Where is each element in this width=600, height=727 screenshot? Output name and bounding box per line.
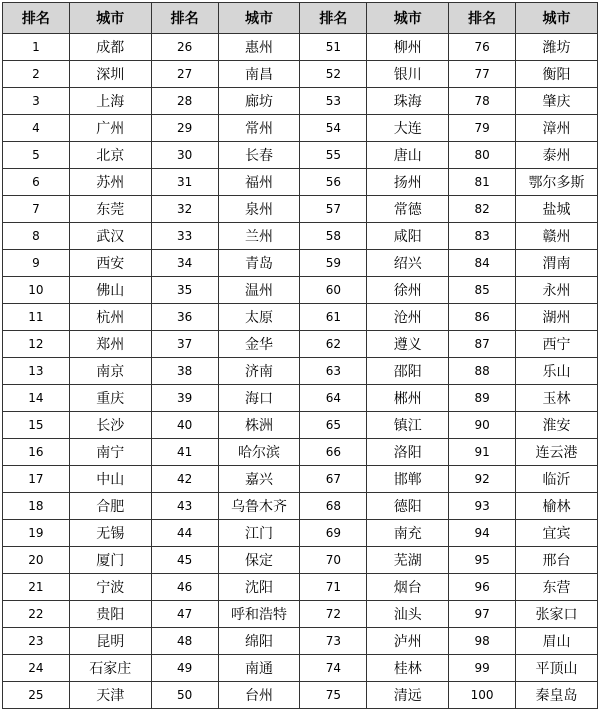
city-cell: 成都 [69,34,151,61]
rank-cell: 43 [151,493,218,520]
rank-cell: 49 [151,655,218,682]
table-row [3,169,598,196]
table-row [3,358,598,385]
city-cell: 昆明 [69,628,151,655]
rank-cell: 72 [300,601,367,628]
city-cell: 玉林 [516,385,598,412]
city-ranking-table [2,2,598,709]
rank-cell: 19 [3,520,70,547]
city-cell: 潍坊 [516,34,598,61]
rank-cell: 21 [3,574,70,601]
city-cell: 连云港 [516,439,598,466]
rank-cell: 15 [3,412,70,439]
rank-cell: 63 [300,358,367,385]
rank-cell: 41 [151,439,218,466]
city-cell: 绍兴 [367,250,449,277]
table-row [3,115,598,142]
rank-cell: 45 [151,547,218,574]
rank-cell: 59 [300,250,367,277]
city-cell: 榆林 [516,493,598,520]
rank-cell: 11 [3,304,70,331]
rank-cell: 38 [151,358,218,385]
city-column-header: 城市 [516,3,598,34]
rank-cell: 54 [300,115,367,142]
city-cell: 芜湖 [367,547,449,574]
rank-cell: 74 [300,655,367,682]
city-cell: 泸州 [367,628,449,655]
city-cell: 鄂尔多斯 [516,169,598,196]
city-cell: 哈尔滨 [218,439,300,466]
rank-cell: 31 [151,169,218,196]
rank-cell: 23 [3,628,70,655]
rank-cell: 39 [151,385,218,412]
rank-cell: 4 [3,115,70,142]
city-cell: 宁波 [69,574,151,601]
table-row [3,88,598,115]
rank-cell: 98 [449,628,516,655]
city-cell: 合肥 [69,493,151,520]
city-cell: 南昌 [218,61,300,88]
table-row [3,520,598,547]
city-cell: 天津 [69,682,151,709]
city-cell: 重庆 [69,385,151,412]
city-cell: 宜宾 [516,520,598,547]
rank-column-header: 排名 [300,3,367,34]
city-cell: 咸阳 [367,223,449,250]
rank-cell: 79 [449,115,516,142]
rank-cell: 68 [300,493,367,520]
rank-cell: 6 [3,169,70,196]
rank-cell: 71 [300,574,367,601]
rank-cell: 7 [3,196,70,223]
table-row [3,34,598,61]
table-row [3,412,598,439]
city-cell: 台州 [218,682,300,709]
rank-cell: 78 [449,88,516,115]
rank-cell: 86 [449,304,516,331]
rank-cell: 69 [300,520,367,547]
rank-cell: 46 [151,574,218,601]
city-cell: 邯郸 [367,466,449,493]
rank-cell: 93 [449,493,516,520]
rank-cell: 48 [151,628,218,655]
city-cell: 株洲 [218,412,300,439]
city-cell: 镇江 [367,412,449,439]
table-row [3,250,598,277]
city-cell: 江门 [218,520,300,547]
table-row [3,628,598,655]
city-cell: 洛阳 [367,439,449,466]
rank-column-header: 排名 [151,3,218,34]
city-cell: 中山 [69,466,151,493]
city-cell: 衡阳 [516,61,598,88]
rank-cell: 61 [300,304,367,331]
rank-cell: 53 [300,88,367,115]
city-cell: 南充 [367,520,449,547]
rank-cell: 83 [449,223,516,250]
rank-cell: 96 [449,574,516,601]
rank-cell: 65 [300,412,367,439]
rank-cell: 10 [3,277,70,304]
rank-cell: 30 [151,142,218,169]
rank-cell: 50 [151,682,218,709]
city-cell: 呼和浩特 [218,601,300,628]
rank-cell: 51 [300,34,367,61]
city-cell: 保定 [218,547,300,574]
city-cell: 东莞 [69,196,151,223]
rank-cell: 25 [3,682,70,709]
city-cell: 永州 [516,277,598,304]
rank-cell: 34 [151,250,218,277]
rank-cell: 8 [3,223,70,250]
table-row [3,439,598,466]
rank-cell: 94 [449,520,516,547]
city-cell: 眉山 [516,628,598,655]
rank-cell: 91 [449,439,516,466]
city-cell: 乌鲁木齐 [218,493,300,520]
rank-cell: 77 [449,61,516,88]
city-cell: 邢台 [516,547,598,574]
city-cell: 佛山 [69,277,151,304]
table-row [3,547,598,574]
city-cell: 廊坊 [218,88,300,115]
rank-cell: 14 [3,385,70,412]
rank-cell: 84 [449,250,516,277]
rank-cell: 70 [300,547,367,574]
city-cell: 烟台 [367,574,449,601]
city-cell: 杭州 [69,304,151,331]
city-cell: 秦皇岛 [516,682,598,709]
city-cell: 济南 [218,358,300,385]
city-cell: 泰州 [516,142,598,169]
rank-cell: 42 [151,466,218,493]
rank-cell: 40 [151,412,218,439]
rank-cell: 20 [3,547,70,574]
city-cell: 淮安 [516,412,598,439]
city-cell: 珠海 [367,88,449,115]
rank-cell: 16 [3,439,70,466]
rank-cell: 33 [151,223,218,250]
rank-cell: 52 [300,61,367,88]
rank-cell: 56 [300,169,367,196]
city-cell: 张家口 [516,601,598,628]
city-cell: 郴州 [367,385,449,412]
city-cell: 清远 [367,682,449,709]
table-row [3,277,598,304]
rank-cell: 17 [3,466,70,493]
rank-cell: 3 [3,88,70,115]
table-row [3,61,598,88]
city-cell: 漳州 [516,115,598,142]
table-body [3,34,598,709]
table-row [3,493,598,520]
city-cell: 广州 [69,115,151,142]
rank-cell: 32 [151,196,218,223]
city-cell: 厦门 [69,547,151,574]
city-cell: 南京 [69,358,151,385]
city-cell: 西宁 [516,331,598,358]
city-cell: 泉州 [218,196,300,223]
city-cell: 常德 [367,196,449,223]
city-cell: 赣州 [516,223,598,250]
city-column-header: 城市 [367,3,449,34]
rank-cell: 5 [3,142,70,169]
city-cell: 柳州 [367,34,449,61]
rank-cell: 9 [3,250,70,277]
rank-column-header: 排名 [3,3,70,34]
rank-cell: 62 [300,331,367,358]
city-cell: 北京 [69,142,151,169]
city-cell: 金华 [218,331,300,358]
city-cell: 邵阳 [367,358,449,385]
city-cell: 惠州 [218,34,300,61]
city-cell: 海口 [218,385,300,412]
rank-cell: 28 [151,88,218,115]
city-cell: 温州 [218,277,300,304]
city-cell: 郑州 [69,331,151,358]
rank-cell: 67 [300,466,367,493]
city-cell: 兰州 [218,223,300,250]
table-row [3,682,598,709]
city-cell: 南通 [218,655,300,682]
rank-cell: 95 [449,547,516,574]
rank-cell: 1 [3,34,70,61]
city-cell: 临沂 [516,466,598,493]
table-row [3,466,598,493]
rank-cell: 97 [449,601,516,628]
table-row [3,196,598,223]
rank-cell: 57 [300,196,367,223]
table-row [3,574,598,601]
city-cell: 贵阳 [69,601,151,628]
city-cell: 唐山 [367,142,449,169]
city-cell: 银川 [367,61,449,88]
city-cell: 福州 [218,169,300,196]
rank-cell: 27 [151,61,218,88]
rank-cell: 88 [449,358,516,385]
rank-cell: 92 [449,466,516,493]
city-cell: 绵阳 [218,628,300,655]
rank-cell: 18 [3,493,70,520]
city-column-header: 城市 [69,3,151,34]
rank-cell: 26 [151,34,218,61]
table-row [3,223,598,250]
city-cell: 石家庄 [69,655,151,682]
city-cell: 长春 [218,142,300,169]
city-cell: 遵义 [367,331,449,358]
rank-cell: 47 [151,601,218,628]
city-cell: 汕头 [367,601,449,628]
rank-cell: 66 [300,439,367,466]
rank-cell: 35 [151,277,218,304]
city-cell: 乐山 [516,358,598,385]
rank-cell: 81 [449,169,516,196]
rank-cell: 90 [449,412,516,439]
rank-cell: 12 [3,331,70,358]
rank-cell: 29 [151,115,218,142]
table-row [3,304,598,331]
city-cell: 常州 [218,115,300,142]
city-cell: 无锡 [69,520,151,547]
rank-cell: 64 [300,385,367,412]
rank-column-header: 排名 [449,3,516,34]
rank-cell: 80 [449,142,516,169]
table-row [3,655,598,682]
city-cell: 西安 [69,250,151,277]
rank-cell: 60 [300,277,367,304]
city-cell: 德阳 [367,493,449,520]
rank-cell: 2 [3,61,70,88]
city-cell: 扬州 [367,169,449,196]
rank-cell: 22 [3,601,70,628]
city-cell: 武汉 [69,223,151,250]
rank-cell: 87 [449,331,516,358]
rank-cell: 73 [300,628,367,655]
city-cell: 嘉兴 [218,466,300,493]
city-cell: 沈阳 [218,574,300,601]
rank-cell: 82 [449,196,516,223]
rank-cell: 76 [449,34,516,61]
rank-cell: 55 [300,142,367,169]
table-header-row [3,3,598,34]
city-column-header: 城市 [218,3,300,34]
city-cell: 渭南 [516,250,598,277]
city-cell: 大连 [367,115,449,142]
rank-cell: 36 [151,304,218,331]
rank-cell: 75 [300,682,367,709]
city-cell: 东营 [516,574,598,601]
city-cell: 桂林 [367,655,449,682]
rank-cell: 24 [3,655,70,682]
city-cell: 徐州 [367,277,449,304]
city-cell: 长沙 [69,412,151,439]
table-row [3,331,598,358]
city-cell: 湖州 [516,304,598,331]
table-row [3,385,598,412]
city-cell: 肇庆 [516,88,598,115]
rank-cell: 13 [3,358,70,385]
city-cell: 深圳 [69,61,151,88]
rank-cell: 44 [151,520,218,547]
rank-cell: 100 [449,682,516,709]
city-cell: 上海 [69,88,151,115]
city-cell: 平顶山 [516,655,598,682]
rank-cell: 58 [300,223,367,250]
city-cell: 沧州 [367,304,449,331]
table-row [3,142,598,169]
city-cell: 青岛 [218,250,300,277]
city-cell: 南宁 [69,439,151,466]
city-cell: 太原 [218,304,300,331]
city-cell: 苏州 [69,169,151,196]
table-row [3,601,598,628]
rank-cell: 89 [449,385,516,412]
rank-cell: 85 [449,277,516,304]
rank-cell: 99 [449,655,516,682]
rank-cell: 37 [151,331,218,358]
city-cell: 盐城 [516,196,598,223]
